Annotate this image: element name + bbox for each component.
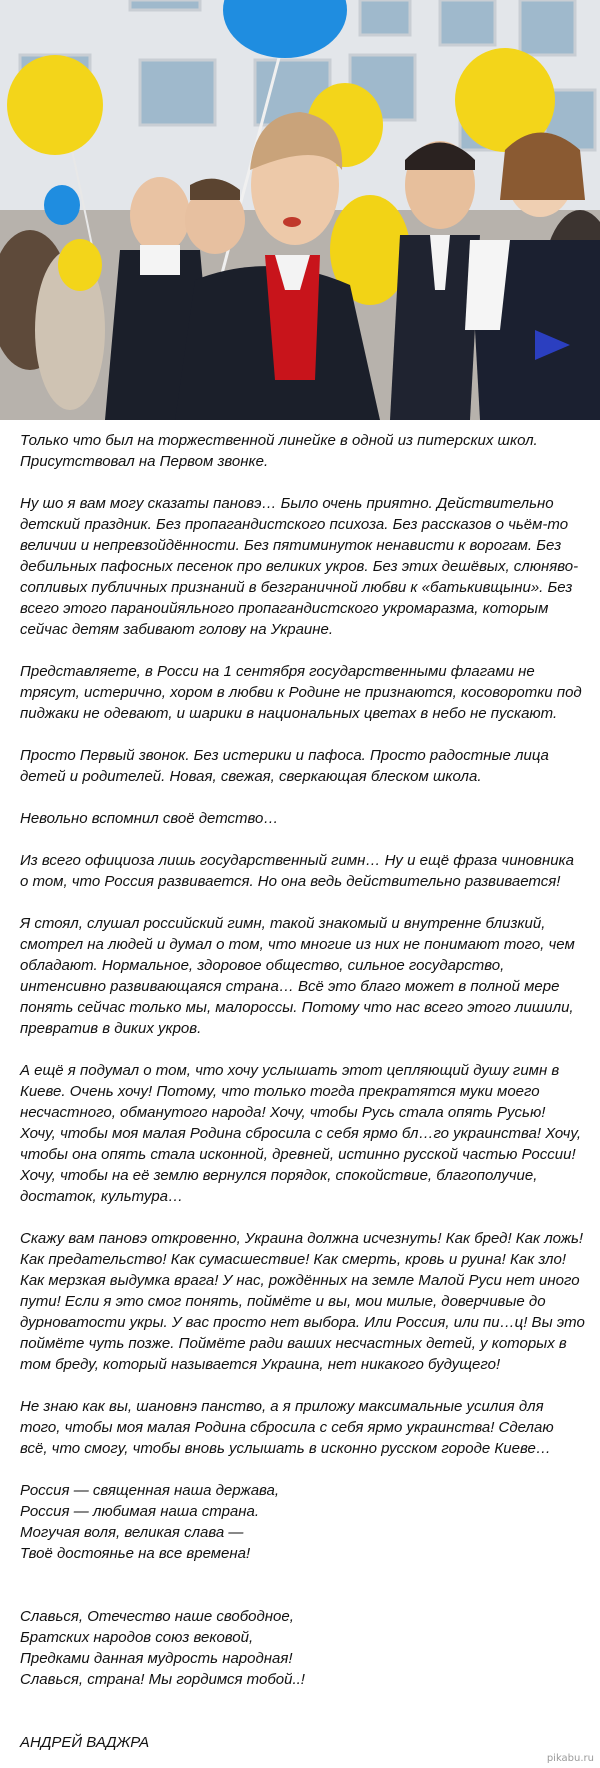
photo-illustration	[0, 0, 600, 420]
verse-line: Славься, Отечество наше свободное,	[20, 1608, 294, 1625]
anthem-verse-1	[20, 1480, 585, 1564]
article-paragraph-5: Невольно вспомнил своё детство…	[20, 810, 279, 827]
anthem-verse-2	[20, 1606, 585, 1690]
verse-line: Предками данная мудрость народная!	[20, 1650, 293, 1667]
article-paragraph-2: Ну шо я вам могу сказаты пановэ… Было очень приятно. Действительно детский праздник. Без пропагандистского психоза. Без рассказов о чьём-то величии и непревзойдённости. Без пятиминуток ненависти к ворогам. Без дебильных пафосных песенок про великих укров. Без этих дешёвых, слюняво-сопливых публичных признаний в безграничной любви к «батькивщыни». Без всего этого параноийяльного пропагандистского укромаразма, которым сейчас детям забивают голову на Украине.	[20, 495, 579, 638]
article-paragraph-8: А ещё я подумал о том, что хочу услышать этот цепляющий душу гимн в Киеве. Очень хочу! Потому, что только тогда прекратятся муки моего несчастного, обманутого народа! Хочу, чтобы Русь стала опять Русью! Хочу, чтобы моя малая Родина сбросила с себя ярмо бл…го украинства! Хочу, чтобы она опять стала исконной, древней, истинно русской частью России! Хочу, чтобы на её землю вернулся порядок, спокойствие, благополучие, достаток, культура…	[20, 1062, 581, 1205]
verse-line: Россия — любимая наша страна.	[20, 1503, 260, 1520]
verse-spacer	[20, 1585, 585, 1606]
school-celebration-photo	[0, 0, 600, 420]
verse-line: Могучая воля, великая слава —	[20, 1524, 244, 1541]
article-paragraph-10: Не знаю как вы, шановнэ панство, а я приложу максимальные усилия для того, чтобы моя малая Родина сбросила с себя ярмо украинства! Сделаю всё, что смогу, чтобы вновь услышать в исконно русском городе Киеве…	[20, 1398, 554, 1457]
article-paragraph-6: Из всего официоза лишь государственный гимн… Ну и ещё фраза чиновника о том, что Россия развивается. Но она ведь действительно развивается!	[20, 852, 574, 890]
verse-line: Братских народов союз вековой,	[20, 1629, 254, 1646]
watermark: pikabu.ru	[546, 1753, 594, 1764]
article-paragraph-7: Я стоял, слушал российский гимн, такой знакомый и внутренне близкий, смотрел на людей и думал о том, что многие из них не понимают того, чем обладают. Нормальное, здоровое общество, сильное государство, интенсивно развивающаяся страна… Всё это благо может в полной мере понять сейчас только мы, малороссы. Потому что нас всего этого лишили, превратив в диких укров.	[20, 915, 575, 1037]
verse-line: Славься, страна! Мы гордимся тобой..!	[20, 1671, 305, 1688]
article-paragraph-9: Скажу вам пановэ откровенно, Украина должна исчезнуть! Как бред! Как ложь! Как предательство! Как сумасшествие! Как смерть, кровь и руина! Как зло! Как мерзкая выдумка врага! У нас, рождённых на земле Малой Руси нет иного пути! Если я это смог понять, поймёте и вы, мои милые, доверчивые до дурноватости укры. У вас просто нет выбора. Или Россия, или пи…ц! Вы это поймёте чуть позже. Поймёте ради ваших несчастных детей, у которых в том бреду, который называется Украина, нет никакого будущего!	[20, 1230, 585, 1373]
verse-line: Россия — священная наша держава,	[20, 1482, 280, 1499]
author-signature: АНДРЕЙ ВАДЖРА	[20, 1734, 150, 1751]
article-paragraph-1: Только что был на торжественной линейке в одной из питерских школ. Присутствовал на Первом звонке.	[20, 432, 538, 470]
article-body	[20, 430, 585, 1753]
verse-line: Твоё достоянье на все времена!	[20, 1545, 251, 1562]
article-paragraph-4: Просто Первый звонок. Без истерики и пафоса. Просто радостные лица детей и родителей. Новая, свежая, сверкающая блеском школа.	[20, 747, 549, 785]
article-paragraph-3: Представляете, в Росси на 1 сентября государственными флагами не трясут, истерично, хором в любви к Родине не признаются, косоворотки под пиджаки не одевают, и шарики в национальных цветах в небо не пускают.	[20, 663, 582, 722]
